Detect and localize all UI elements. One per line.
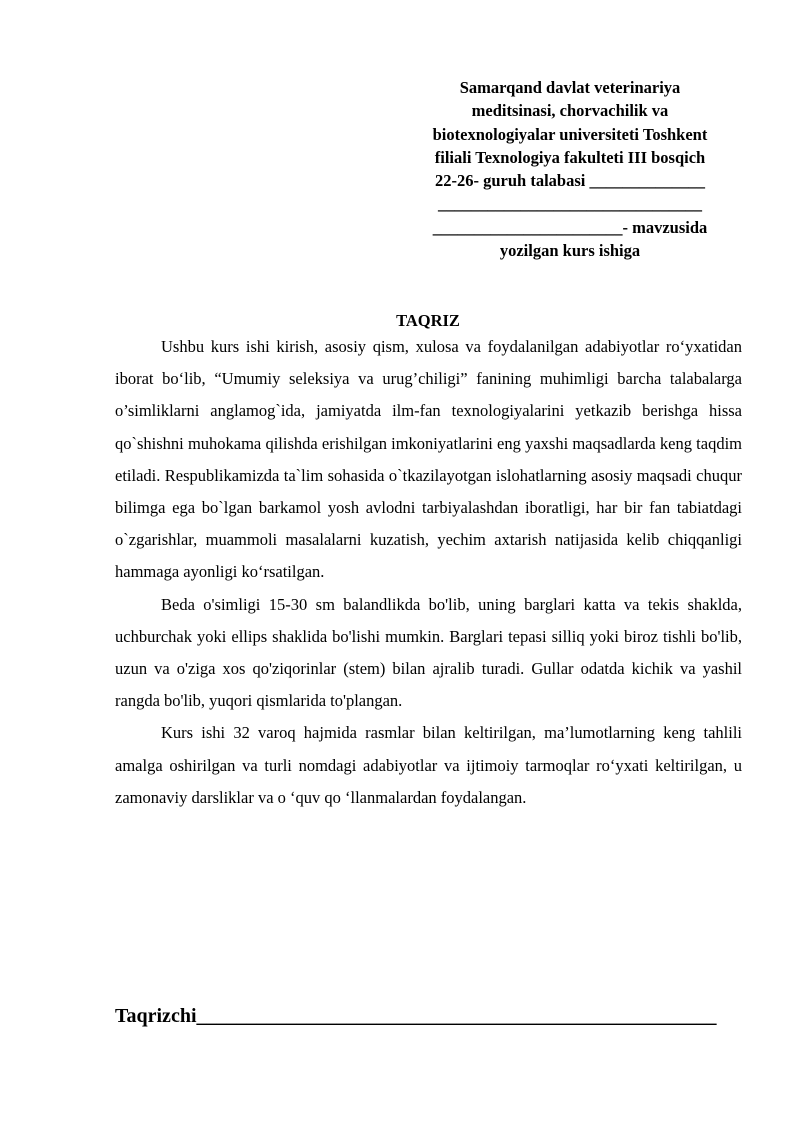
header-block xyxy=(400,76,740,262)
document-body xyxy=(115,331,742,814)
paragraph: Kurs ishi 32 varoq hajmida rasmlar bilan keltirilgan, ma’lumotlarning keng tahlili amalga oshirilgan va turli nomdagi adabiyotlar va ijtimoiy tarmoqlar ro‘yxati keltirilgan, u zamonaviy darsliklar va o ‘quv qo ‘llanmalardan foydalangan. xyxy=(115,723,742,807)
header-line: ________________________________ xyxy=(438,194,702,214)
header-line: yozilgan kurs ishiga xyxy=(499,241,641,261)
header-line: meditsinasi, chorvachilik va xyxy=(471,101,669,121)
reviewer-signature-line: Taqrizchi____________________________________________________ xyxy=(115,1005,717,1027)
document-title: TAQRIZ xyxy=(396,311,460,330)
header-line: _______________________- mavzusida xyxy=(432,217,708,237)
header-line: biotexnologiyalar universiteti Toshkent xyxy=(432,124,708,144)
paragraph: Ushbu kurs ishi kirish, asosiy qism, xulosa va foydalanilgan adabiyotlar ro‘yxatidan iborat bo‘lib, “Umumiy seleksiya va urug’chiligi” fanining muhimligi barcha talabalarga o’simliklarni anglamog`ida, jamiyatda ilm-fan texnologiyalarini yetkazib berishga hissa qo`shishni muhokama qilishda erishilgan imkoniyatlarini eng yaxshi maqsadlarda keng taqdim etiladi. Respublikamizda ta`lim sohasida o`tkazilayotgan islohatlarning asosiy maqsadi chuqur bilimga ega bo`lgan barkamol yosh avlodni tarbiyalashdan iboratligi, har bir fan tabiatdagi o`zgarishlar, muammoli masalalarni kuzatish, yechim axtarish natijasida kelib chiqqanligi hammaga ayonligi ko‘rsatilgan. xyxy=(115,337,742,582)
header-line: Samarqand davlat veterinariya xyxy=(459,78,681,97)
header-line: filiali Texnologiya fakulteti III bosqich xyxy=(434,147,706,167)
header-line: 22-26- guruh talabasi ______________ xyxy=(435,171,705,191)
paragraph: Beda o'simligi 15-30 sm balandlikda bo'lib, uning barglari katta va tekis shaklda, uchburchak yoki ellips shaklida bo'lishi mumkin. Barglari tepasi silliq yoki biroz tishli bo'lib, uzun va o'ziga xos qo'ziqorinlar (stem) bilan ajralib turadi. Gullar odatda kichik va yashil rangda bo'lib, yuqori qismlarida to'plangan. xyxy=(115,594,742,711)
